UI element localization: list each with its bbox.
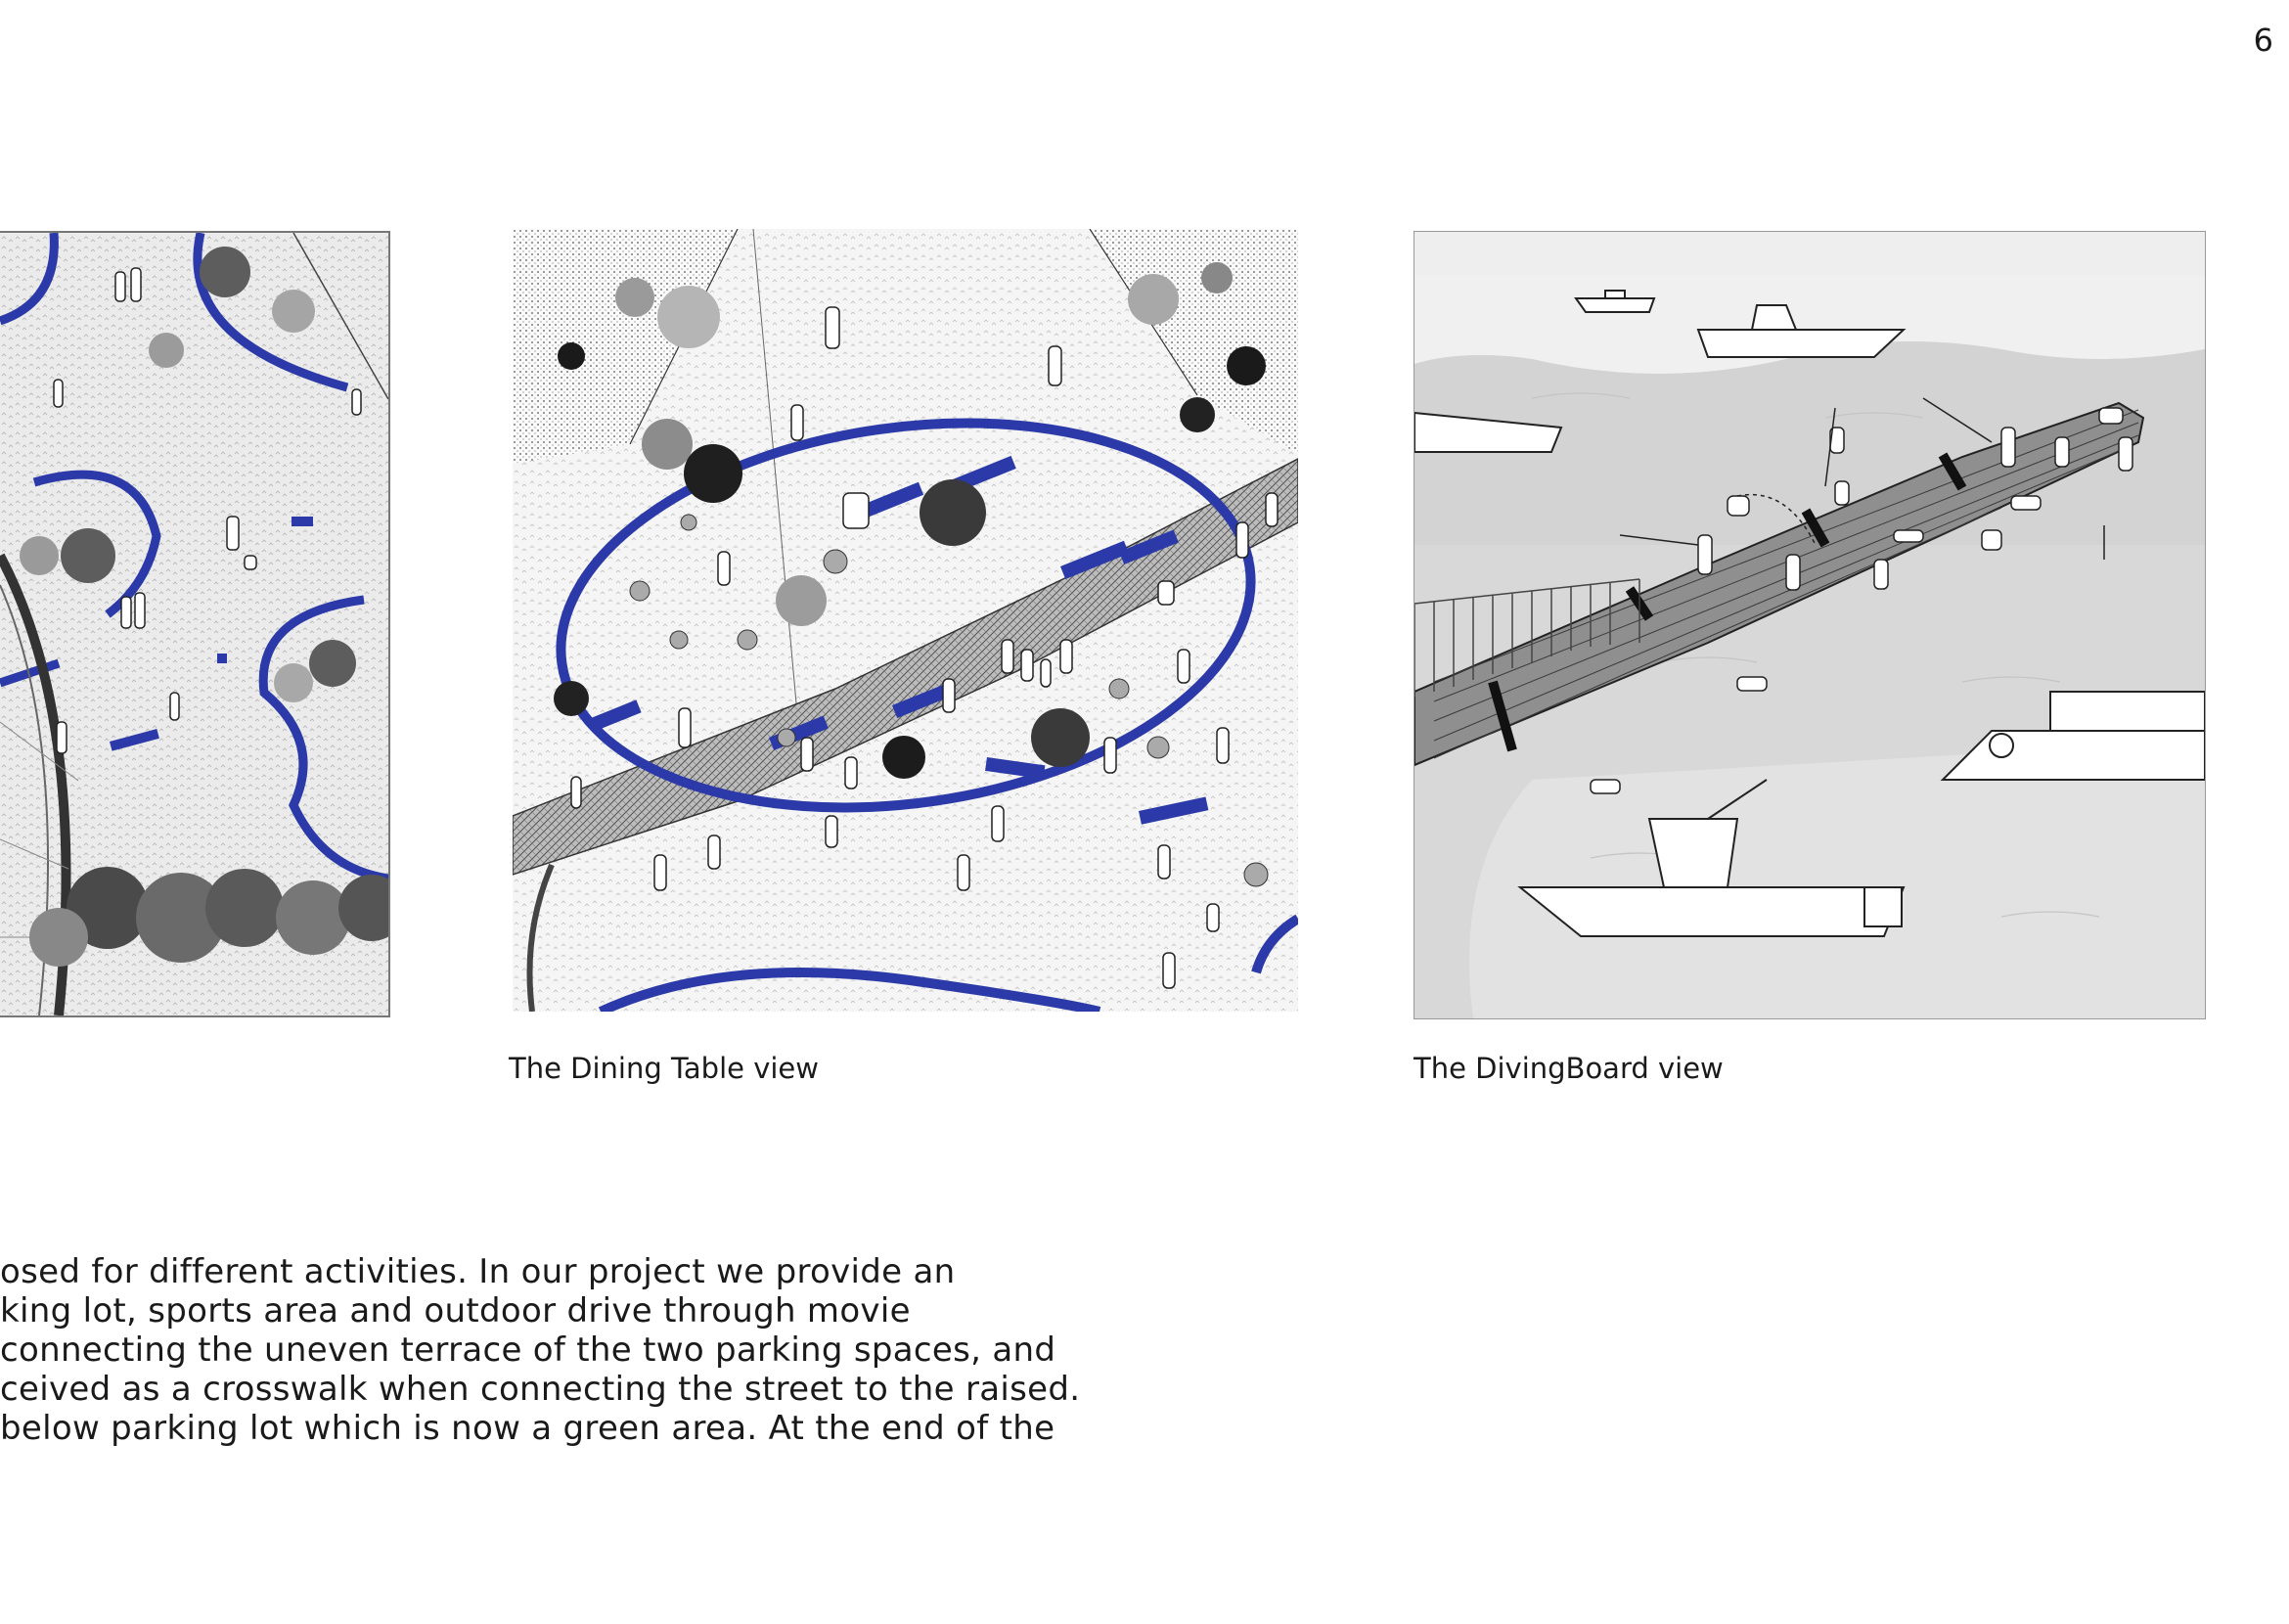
- dining-table-illustration: [513, 229, 1298, 1012]
- park-plan-illustration: [0, 231, 390, 1017]
- body-line: connecting the uneven terrace of the two parking spaces, and: [0, 1331, 1056, 1370]
- page-number: 6: [2253, 22, 2273, 59]
- diving-board-caption: The DivingBoard view: [1414, 1052, 1724, 1085]
- body-paragraph: [0, 1252, 1080, 1448]
- dining-table-caption: The Dining Table view: [509, 1052, 819, 1085]
- body-line: king lot, sports area and outdoor drive through movie: [0, 1291, 911, 1331]
- body-line: ceived as a crosswalk when connecting the street to the raised.: [0, 1370, 1081, 1409]
- body-line: below parking lot which is now a green area. At the end of the: [0, 1409, 1055, 1448]
- diving-board-illustration: [1414, 231, 2206, 1019]
- body-line: osed for different activities. In our project we provide an: [0, 1252, 956, 1291]
